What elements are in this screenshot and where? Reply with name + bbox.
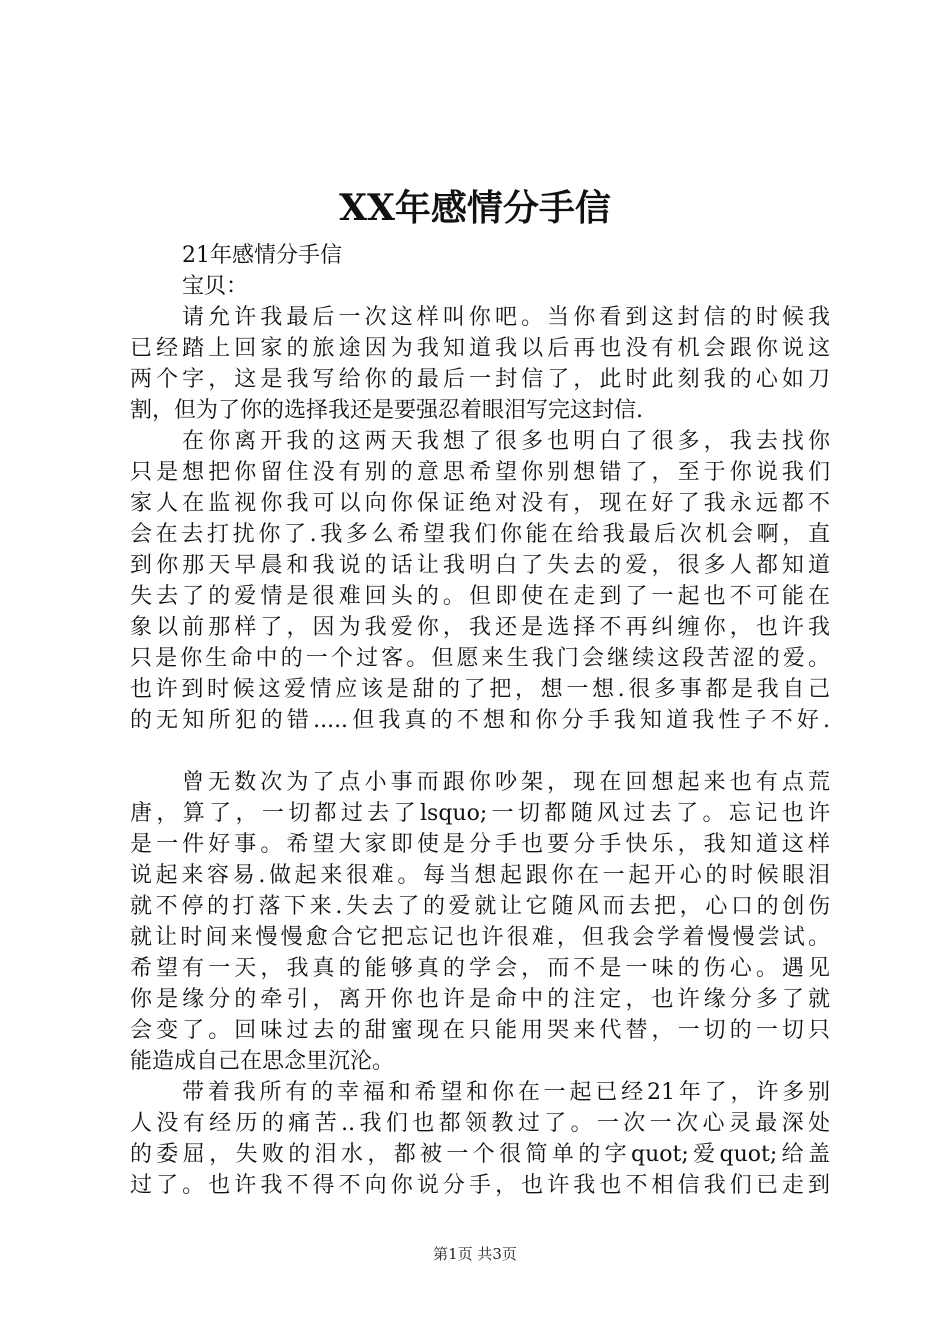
letter-line: 唐，算了，一切都过去了lsquo;一切都随风过去了。忘记也许: [130, 801, 830, 826]
letter-line: 就让时间来慢慢愈合它把忘记也许很难，但我会学着慢慢尝试。: [130, 925, 830, 950]
letter-line: 的无知所犯的错.....但我真的不想和你分手我知道我性子不好.: [130, 708, 830, 733]
letter-line: 希望有一天，我真的能够真的学会，而不是一味的伤心。遇见: [130, 956, 830, 981]
letter-line: 两个字，这是我写给你的最后一封信了，此时此刻我的心如刀: [130, 367, 830, 392]
letter-line: 失去了的爱情是很难回头的。但即使在走到了一起也不可能在: [130, 584, 830, 609]
letter-line: 过了。也许我不得不向你说分手，也许我也不相信我们已走到: [130, 1173, 830, 1198]
letter-line: 会在去打扰你了.我多么希望我们你能在给我最后次机会啊，直: [130, 522, 830, 547]
document-title: XX年感情分手信: [339, 187, 611, 229]
letter-line: 21年感情分手信: [182, 243, 342, 268]
letter-line: 请允许我最后一次这样叫你吧。当你看到这封信的时候我: [182, 305, 830, 330]
letter-line: 只是你生命中的一个过客。但愿来生我门会继续这段苦涩的爱。: [130, 646, 830, 671]
letter-line: 的委屈，失败的泪水，都被一个很简单的字quot;爱quot;给盖: [130, 1142, 830, 1167]
letter-line: 带着我所有的幸福和希望和你在一起已经21年了，许多别: [182, 1080, 830, 1105]
letter-line: 会变了。回味过去的甜蜜现在只能用哭来代替，一切的一切只: [130, 1018, 830, 1043]
letter-line: 已经踏上回家的旅途因为我知道我以后再也没有机会跟你说这: [130, 336, 830, 361]
letter-line: 家人在监视你我可以向你保证绝对没有，现在好了我永远都不: [130, 491, 830, 516]
letter-line: 在你离开我的这两天我想了很多也明白了很多，我去找你: [182, 429, 830, 454]
letter-line: 也许到时候这爱情应该是甜的了把，想一想.很多事都是我自己: [130, 677, 830, 702]
letter-line: 能造成自己在思念里沉沦。: [130, 1049, 395, 1074]
letter-line: 割，但为了你的选择我还是要强忍着眼泪写完这封信.: [130, 398, 643, 423]
letter-line: 象以前那样了，因为我爱你，我还是选择不再纠缠你，也许我: [130, 615, 830, 640]
blank-line: [130, 736, 830, 767]
letter-line: 宝贝：: [182, 274, 249, 299]
letter-line: 说起来容易.做起来很难。每当想起跟你在一起开心的时候眼泪: [130, 863, 830, 888]
letter-line: 人没有经历的痛苦..我们也都领教过了。一次一次心灵最深处: [130, 1111, 830, 1136]
page-number: 第1页 共3页: [433, 1245, 517, 1263]
letter-line: 是一件好事。希望大家即使是分手也要分手快乐，我知道这样: [130, 832, 830, 857]
letter-line: 只是想把你留住没有别的意思希望你别想错了，至于你说我们: [130, 460, 830, 485]
letter-line: 到你那天早晨和我说的话让我明白了失去的爱，很多人都知道: [130, 553, 830, 578]
letter-line: 就不停的打落下来.失去了的爱就让它随风而去把，心口的创伤: [130, 894, 830, 919]
letter-body: [130, 240, 830, 1201]
letter-line: 你是缘分的牵引，离开你也许是命中的注定，也许缘分多了就: [130, 987, 830, 1012]
letter-line: 曾无数次为了点小事而跟你吵架，现在回想起来也有点荒: [182, 770, 830, 795]
